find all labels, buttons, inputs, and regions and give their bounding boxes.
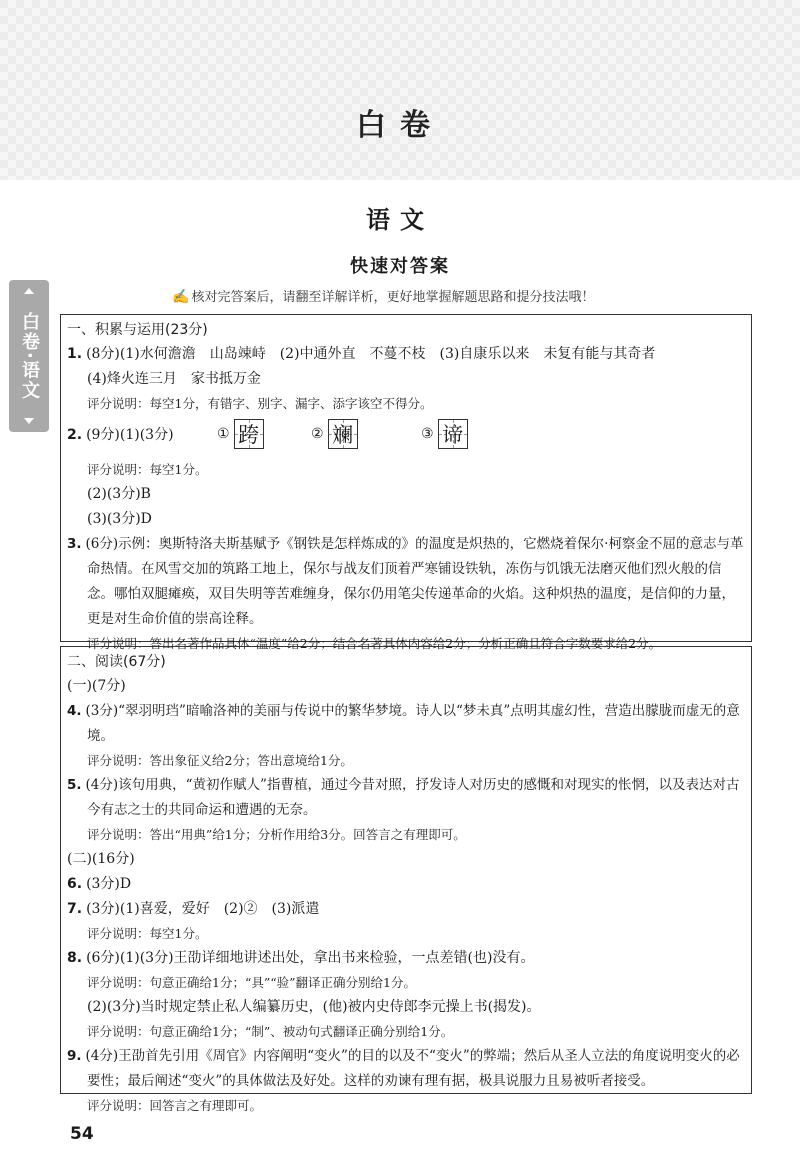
question-number: 5.	[67, 777, 82, 793]
char-grid-2: ② 斓	[311, 419, 358, 449]
question-6	[67, 872, 745, 897]
question-4	[67, 699, 745, 749]
char-grid-1: ① 跨	[217, 419, 264, 449]
answer-text-line2: (4)烽火连三月 家书抵万金	[87, 371, 261, 387]
question-7	[67, 897, 745, 922]
scoring-note: 评分说明：答出名著作品具体“温度”给2分；结合名著具体内容给2分；分析正确且符合字数要求给2分。	[87, 636, 662, 651]
question-number: 3.	[67, 536, 82, 552]
answer-prefix: (9分)(1)(3分)	[86, 427, 174, 443]
answer-text: (3分)“翠羽明珰”暗喻洛神的美丽与传说中的繁华梦境。诗人以“梦未真”点明其虚幻性，营造出朦胧而虚无的意境。	[85, 703, 740, 744]
answer-text: (6分)示例：奥斯特洛夫斯基赋予《钢铁是怎样炼成的》的温度是炽热的，它燃烧着保尔·柯察金不屈的意志与革命热情。在风雪交加的筑路工地上，保尔与战友们顶着严寒铺设铁轨，冻伤与饥饿无法磨灭他们烈火般的信念。哪怕双腿瘫痪，双目失明等苦难缠身，保尔仍用笔尖传递革命的火焰。这种炽热的温度，是信仰的力量，更是对生命价值的崇高诠释。	[85, 536, 744, 627]
answer-text: (3)(3分)D	[87, 511, 152, 527]
subtitle: 快速对答案	[350, 256, 450, 277]
scoring-note: 评分说明：每空1分。	[87, 926, 208, 941]
scoring-note: 评分说明：答出“用典”给1分；分析作用给3分。回答言之有理即可。	[87, 827, 466, 842]
side-tab	[9, 280, 49, 432]
question-number: 1.	[67, 346, 83, 362]
question-number: 6.	[67, 876, 83, 892]
scoring-note: 评分说明：回答言之有理即可。	[87, 1098, 263, 1113]
grid-char: 跨	[238, 423, 260, 447]
section-title: 一、积累与运用(23分)	[67, 322, 208, 338]
question-number: 7.	[67, 901, 83, 917]
question-9	[67, 1044, 745, 1094]
question-1	[67, 342, 745, 367]
page-number: 54	[70, 1124, 94, 1144]
pen-icon: ✍	[172, 289, 190, 305]
answer-text: (4分)该句用典，“黄初作赋人”指曹植，通过今昔对照，抒发诗人对历史的感慨和对现实的怅惘，以及表达对古今有志之士的共同命运和遭遇的无奈。	[85, 777, 740, 818]
answer-text: (3分)D	[86, 876, 132, 892]
answer-text: (8分)(1)水何澹澹 山岛竦峙 (2)中通外直 不蔓不枝 (3)自康乐以来 未复有能与其奇者	[86, 346, 656, 362]
grid-char: 谛	[442, 423, 464, 447]
scoring-note: 评分说明：答出象征义给2分；答出意境给1分。	[87, 753, 353, 768]
triangle-up-icon	[24, 288, 34, 294]
answer-text: (2)(3分)B	[87, 486, 151, 502]
subsection-title: (二)(16分)	[67, 851, 135, 867]
answer-text: (3分)(1)喜爱，爱好 (2)② (3)派遣	[86, 901, 320, 917]
question-number: 9.	[67, 1048, 82, 1064]
char-grid-3: ③ 谛	[421, 419, 468, 449]
subsection-title: (一)(7分)	[67, 678, 126, 694]
question-number: 4.	[67, 703, 82, 719]
scoring-note: 评分说明：每空1分，有错字、别字、漏字、添字该空不得分。	[87, 396, 433, 411]
section-title: 二、阅读(67分)	[67, 654, 166, 670]
triangle-down-icon	[24, 418, 34, 424]
question-number: 8.	[67, 950, 83, 966]
scoring-note: 评分说明：句意正确给1分；“具”“验”翻译正确分别给1分。	[87, 975, 416, 990]
tip-text: 核对完答案后，请翻至详解详析，更好地掌握解题思路和提分技法哦！	[191, 290, 595, 305]
question-3	[67, 532, 745, 632]
header-band	[0, 0, 800, 180]
question-5	[67, 773, 745, 823]
grid-char: 斓	[332, 423, 354, 447]
header-title: 白卷	[356, 108, 444, 143]
section-reading	[60, 646, 752, 1113]
side-tab-label: 白卷·语文	[19, 311, 40, 401]
scoring-note: 评分说明：每空1分。	[87, 462, 208, 477]
question-2	[67, 416, 745, 458]
tip-line	[172, 286, 594, 305]
question-8	[67, 946, 745, 971]
answer-text: (4分)王劭首先引用《周官》内容阐明“变火”的目的以及不“变火”的弊端；然后从圣人立法的角度说明变火的必要性；最后阐述“变火”的具体做法及好处。这样的劝谏有理有据，极具说服力且易被听者接受。	[85, 1048, 740, 1089]
section-accumulation	[60, 314, 752, 651]
subject-title: 语文	[366, 206, 434, 234]
answer-text: (2)(3分)当时规定禁止私人编纂历史，(他)被内史侍郎李元操上书(揭发)。	[87, 999, 541, 1015]
scoring-note: 评分说明：句意正确给1分；“制”、被动句式翻译正确分别给1分。	[87, 1024, 454, 1039]
answer-text: (6分)(1)(3分)王劭详细地讲述出处，拿出书来检验，一点差错(也)没有。	[86, 950, 535, 966]
question-number: 2.	[67, 427, 83, 443]
